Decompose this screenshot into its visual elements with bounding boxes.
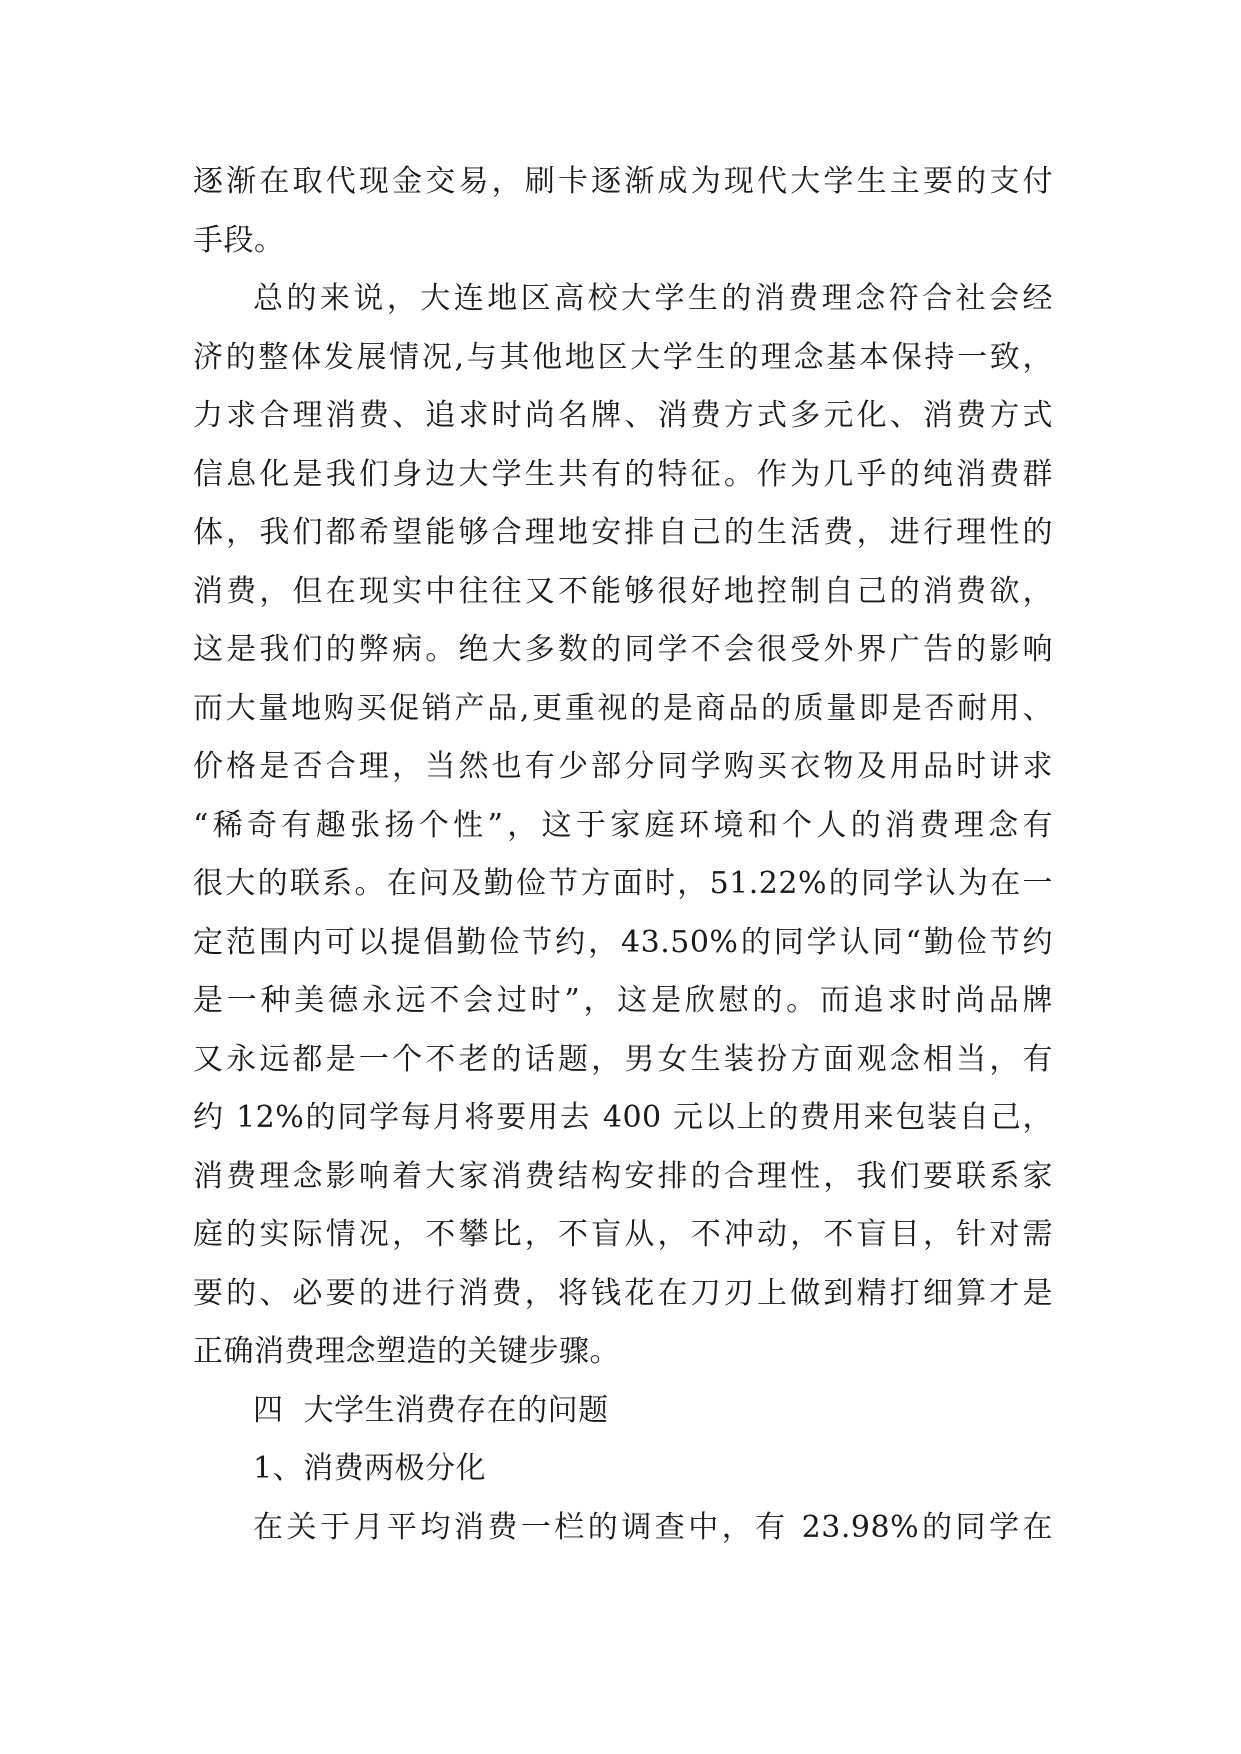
paragraph-line: 定范围内可以提倡勤俭节约，43.50%的同学认同“勤俭节约	[193, 924, 1053, 960]
paragraph-line: 逐渐在取代现金交易，刷卡逐渐成为现代大学生主要的支付	[193, 164, 1053, 199]
paragraph-line: 约 12%的同学每月将要用去 400 元以上的费用来包装自己，	[193, 1100, 1053, 1135]
paragraph-line: 庭的实际情况，不攀比，不盲从，不冲动，不盲目，针对需	[193, 1217, 1053, 1252]
paragraph-line: 手段。	[193, 222, 285, 258]
paragraph-line: 总的来说，大连地区高校大学生的消费理念符合社会经	[253, 281, 1053, 316]
paragraph-line: 消费理念影响着大家消费结构安排的合理性，我们要联系家	[193, 1158, 1053, 1194]
paragraph-line: 力求合理消费、追求时尚名牌、消费方式多元化、消费方式	[193, 398, 1053, 433]
paragraph-line: 而大量地购买促销产品,更重视的是商品的质量即是否耐用、	[193, 690, 1053, 726]
paragraph-line: 是一种美德永远不会过时”，这是欣慰的。而追求时尚品牌	[193, 983, 1053, 1018]
paragraph-line: 正确消费理念塑造的关键步骤。	[193, 1334, 620, 1369]
body-text	[193, 153, 1053, 1557]
paragraph-line: 要的、必要的进行消费，将钱花在刀刃上做到精打细算才是	[193, 1275, 1053, 1311]
paragraph-line: 又永远都是一个不老的话题，男女生装扮方面观念相当，有	[193, 1041, 1053, 1077]
paragraph-line: 体，我们都希望能够合理地安排自己的生活费，进行理性的	[193, 515, 1053, 550]
subsection-heading: 1、消费两极分化	[253, 1451, 487, 1486]
paragraph-line: 很大的联系。在问及勤俭节方面时，51.22%的同学认为在一	[193, 866, 1053, 901]
paragraph-line: 这是我们的弊病。绝大多数的同学不会很受外界广告的影响	[193, 632, 1053, 667]
paragraph-line: 济的整体发展情况,与其他地区大学生的理念基本保持一致，	[193, 339, 1053, 375]
paragraph-line: 消费，但在现实中往往又不能够很好地控制自己的消费欲，	[193, 573, 1053, 609]
paragraph-line: “稀奇有趣张扬个性”，这于家庭环境和个人的消费理念有	[193, 807, 1053, 843]
section-heading: 四 大学生消费存在的问题	[253, 1392, 609, 1428]
paragraph-line: 在关于月平均消费一栏的调查中，有 23.98%的同学在	[253, 1509, 1053, 1545]
paragraph-line: 价格是否合理，当然也有少部分同学购买衣物及用品时讲求	[193, 749, 1053, 784]
paragraph-line: 信息化是我们身边大学生共有的特征。作为几乎的纯消费群	[193, 456, 1053, 492]
